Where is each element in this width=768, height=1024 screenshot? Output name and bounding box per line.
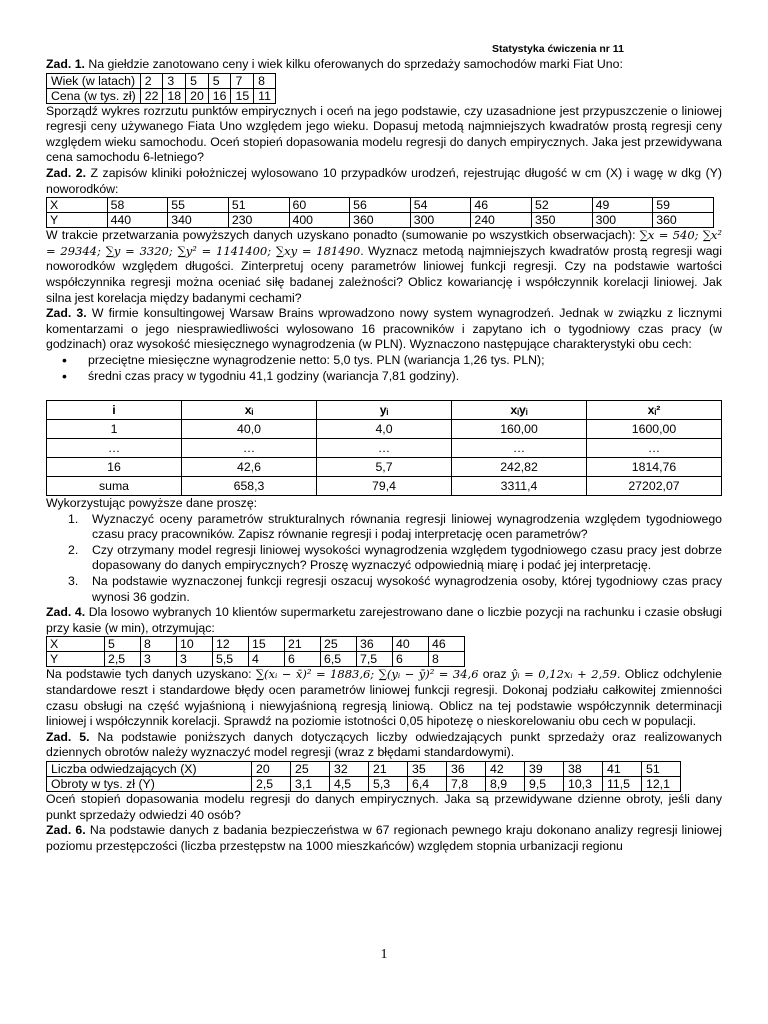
task-1-intro: Zad. 1. Na giełdzie zanotowano ceny i wiek kilku oferowanych do sprzedaży samochodów marki Fiat Uno: xyxy=(46,57,623,71)
table-row: 16 42,6 5,7 242,82 1814,76 xyxy=(47,458,722,477)
task-1-text: Sporządź wykres rozrzutu punktów empirycznych i oceń na jego podstawie, czy uzasadnione jest przypuszczenie o liniowej regresji ceny używanego Fiata Uno względem jego wieku. Dopasuj metodą najmniejszych kwadratów prostą regresji ceny względem wieku samochodu. Oceń stopień dopasowania modelu regresji do danych empirycznych. Jaka jest przewidywana cena samochodu 6-letniego? xyxy=(46,103,722,165)
task-6-label: Zad. 6. xyxy=(46,823,86,838)
table-row: Liczba odwiedzających (X) 20 25 32 21 35 36 42 39 38 41 51 xyxy=(47,762,681,777)
task-3-bullets xyxy=(46,353,722,384)
task-5-label: Zad. 5. xyxy=(46,729,90,744)
task-2-text: W trakcie przetwarzania powyższych danych uzyskano ponadto (sumowanie po wszystkich obserwacjach): ∑x = 540; ∑x² = 29344; ∑y = 3320; ∑y² = 1141400; ∑xy = 181490. Wyznacz metodą najmniejszych kwadratów prostą regresji wagi noworodków względem długości. Zinterpretuj oceny parametrów liniowej funkcji regresji. Czy na podstawie wartości współczynnika regresji można oceniać siłę badanej zależności? Oblicz kowariancję i współczynnik korelacji liniowej. Jak silna jest korelacja między badanymi cechami? xyxy=(46,228,722,305)
formula: ŷᵢ = 0,12xᵢ + 2,59. xyxy=(510,667,621,682)
formula: ∑x = 540; xyxy=(639,228,699,243)
document-header: Statystyka ćwiczenia nr 11 xyxy=(492,43,624,55)
task-1-table xyxy=(46,73,276,104)
task-5-table xyxy=(46,761,681,792)
task-3-after: Wykorzystując powyższe dane proszę: xyxy=(46,496,258,511)
list-item: 3. Na podstawie wyznaczonej funkcji regresji oszacuj wysokość wynagrodzenia osoby, której tygodniowy czas pracy wynosi 36 godzin. xyxy=(68,574,722,604)
table-header-row: i xᵢ yᵢ xᵢyᵢ xᵢ² xyxy=(47,401,722,420)
table-row: Y 2,5 3 3 5,5 4 6 6,5 7,5 6 8 xyxy=(47,652,465,667)
task-5-text: Oceń stopień dopasowania modelu regresji do danych empirycznych. Jaka są przewidywane dzienne obroty, jeśli dany punkt sprzedaży odwiedzi 40 osób? xyxy=(46,792,722,822)
list-item: • przeciętne miesięczne wynagrodzenie netto: 5,0 tys. PLN (wariancja 1,26 tys. PLN); xyxy=(74,353,722,369)
list-item: 2. Czy otrzymany model regresji liniowej wysokości wynagrodzenia względem tygodniowego czasu pracy jest dobrze dopasowany do danych empirycznych? Proszę wyznaczyć odpowiednią miarę i podać jej interpretację. xyxy=(68,542,722,573)
table-row: Y 440 340 230 400 360 300 240 350 300 360 xyxy=(47,213,714,228)
table-row: … … … … … xyxy=(47,439,722,458)
table-row: suma 658,3 79,4 3311,4 27202,07 xyxy=(47,477,722,496)
table-row: Obroty w tys. zł (Y) 2,5 3,1 4,5 5,3 6,4 7,8 8,9 9,5 10,3 11,5 12,1 xyxy=(47,777,681,792)
task-3-label: Zad. 3. xyxy=(46,306,87,321)
task-4-table xyxy=(46,636,465,667)
task-4-text: Na podstawie tych danych uzyskano: ∑(xᵢ − x̄)² = 1883,6; ∑(yᵢ − ȳ)² = 34,6 oraz ŷᵢ = 0,12xᵢ + 2,59. Oblicz odchylenie standardowe reszt i standardowe błędy ocen parametrów liniowej funkcji regresji. Dokonaj podziału całkowitej zmienności czasu obsługi na część wyjaśnioną i niewyjaśnioną regresją liniową. Oblicz na tej podstawie współczynnik determinacji liniowej i współczynnik korelacji. Sprawdź na poziomie istotności 0,05 hipotezę o nieskorelowaniu obu cech w populacji. xyxy=(46,667,722,729)
task-6-text: Zad. 6. Na podstawie danych z badania bezpieczeństwa w 67 regionach pewnego kraju dokonano analizy regresji liniowej poziomu przestępczości (liczba przestępstw na 1000 mieszkańców) względem stopnia urbanizacji regionu xyxy=(46,823,723,853)
table-row: 1 40,0 4,0 160,00 1600,00 xyxy=(47,420,722,439)
formula: ∑(xᵢ − x̄)² = 1883,6; ∑(yᵢ − ȳ)² = 34,6 xyxy=(255,667,479,682)
table-row: X 58 55 51 60 56 54 46 52 49 59 xyxy=(47,198,714,213)
task-5-intro: Zad. 5. Na podstawie poniższych danych dotyczących liczby odwiedzających punkt sprzedaży oraz realizowanych dziennych obrotów należy wyznaczyć model regresji (wraz z błędami standardowymi). xyxy=(46,729,722,760)
task-3-items xyxy=(46,512,722,606)
table-row: X 5 8 10 12 15 21 25 36 40 46 xyxy=(47,637,465,652)
task-2-intro: Zad. 2. Z zapisów kliniki położniczej wylosowano 10 przypadków urodzeń, rejestrując długość w cm (X) i wagę w dkg (Y) noworodków: xyxy=(46,165,722,196)
task-4-intro: Zad. 4. Dla losowo wybranych 10 klientów supermarketu zarejestrowano dane o liczbie pozycji na rachunku i czasie obsługi przy kasie (w min), otrzymując: xyxy=(46,605,722,635)
table-row: Wiek (w latach) 2 3 5 5 7 8 xyxy=(47,73,276,88)
list-item: 1. Wyznaczyć oceny parametrów strukturalnych równania regresji liniowej wynagrodzenia względem tygodniowego czasu pracy pracowników. Zapisz równanie regresji i podaj interpretację ocen parametrów? xyxy=(68,511,722,542)
list-item: • średni czas pracy w tygodniu 41,1 godziny (wariancja 7,81 godziny). xyxy=(74,369,722,385)
table-row: Cena (w tys. zł) 22 18 20 16 15 11 xyxy=(47,88,276,103)
task-2-label: Zad. 2. xyxy=(46,165,87,180)
task-2-table xyxy=(46,197,714,228)
task-3-table xyxy=(46,400,722,496)
task-1-label: Zad. 1. xyxy=(46,57,85,71)
document-content xyxy=(46,57,722,854)
task-4-label: Zad. 4. xyxy=(46,605,86,620)
page-number: 1 xyxy=(380,947,388,962)
formula: ∑x² = 29344; ∑y = 3320; ∑y² = 1141400; ∑xy = 181490 xyxy=(46,228,722,258)
task-3-intro: Zad. 3. W firmie konsultingowej Warsaw Brains wprowadzono nowy system wynagrodzeń. Jednak w związku z licznymi komentarzami o jego niesprawiedliwości wylosowano 16 pracowników i zapytano ich o tygodniowy czas pracy (w godzinach) oraz wysokość miesięcznego wynagrodzenia (w PLN). Wyznaczono następujące charakterystyki obu cech: xyxy=(46,306,723,352)
